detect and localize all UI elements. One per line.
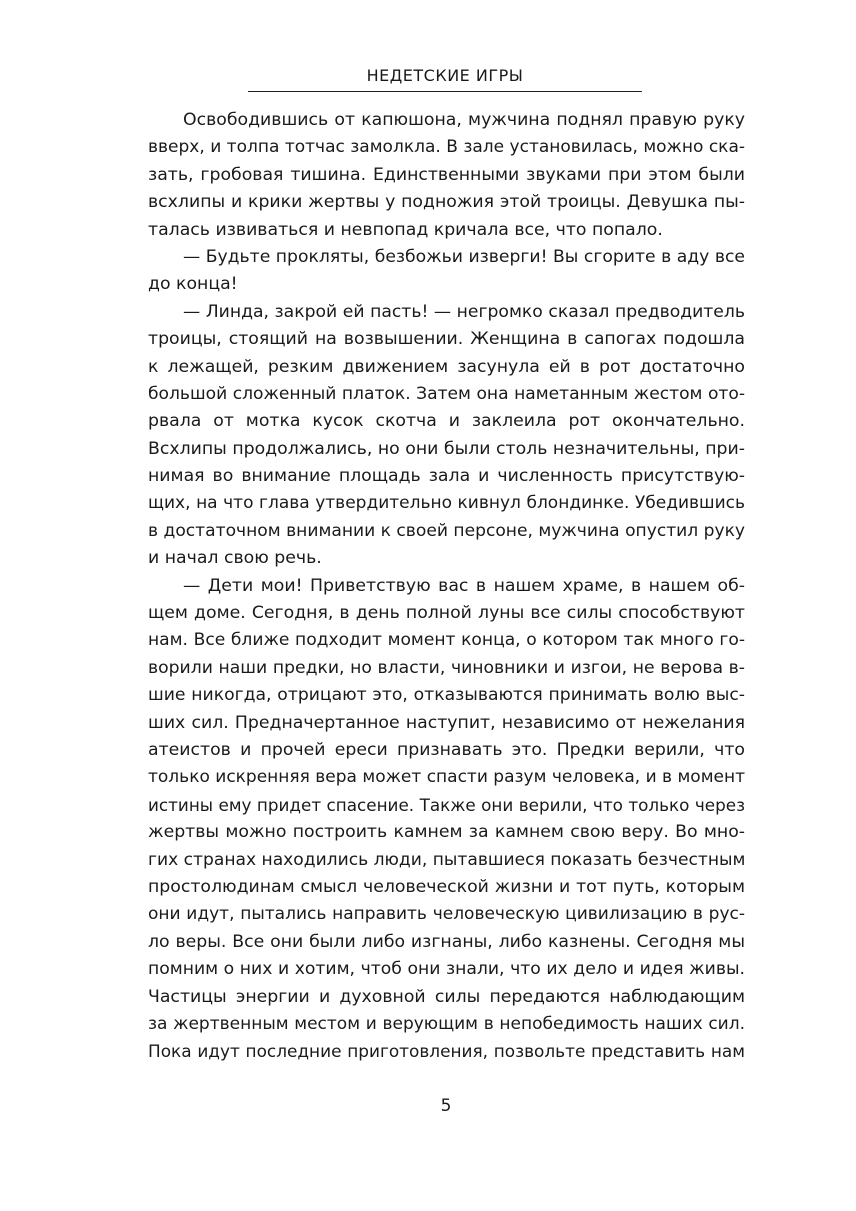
text-line: атеистов и прочей ереси признавать это. Предки верили, что: [148, 739, 745, 760]
text-line: ло веры. Все они были либо изгнаны, либо казнены. Сегодня мы: [148, 931, 745, 952]
text-line: за жертвенным местом и верующим в непобедимость наших сил.: [148, 1013, 745, 1034]
text-line: всхлипы и крики жертвы у подножия этой троицы. Девушка пы-: [148, 192, 745, 213]
text-line: ших сил. Предначертанное наступит, независимо от нежелания: [148, 712, 745, 733]
body-text: [148, 107, 745, 1066]
text-line: ворили наши предки, но власти, чиновники и изгои, не верова в-: [148, 657, 745, 678]
text-line: рвала от мотка кусок скотча и заклеила рот окончательно.: [148, 411, 745, 432]
running-header: НЕДЕТСКИЕ ИГРЫ: [248, 64, 642, 92]
text-line: талась извиваться и невпопад кричала все, что попало.: [148, 219, 663, 240]
text-line: зать, гробовая тишина. Единственными звуками при этом были: [148, 164, 745, 185]
text-line: вверх, и толпа тотчас замолкла. В зале установилась, можно ска-: [148, 137, 745, 158]
text-line: шие никогда, отрицают это, отказываются принимать волю выс-: [148, 685, 745, 706]
text-line: большой сложенный платок. Затем она наметанным жестом ото-: [148, 383, 745, 404]
text-line: Пока идут последние приготовления, позвольте представить нам: [148, 1041, 745, 1062]
text-line: помним о них и хотим, чтоб они знали, что их дело и идея живы.: [148, 959, 745, 980]
text-line: только искренняя вера может спасти разум человека, и в момент: [148, 767, 745, 788]
text-line: к лежащей, резким движением засунула ей в рот достаточно: [148, 356, 745, 377]
text-line: — Линда, закрой ей пасть! — негромко сказал предводитель: [183, 301, 745, 322]
text-line: Всхлипы продолжались, но они были столь незначительны, при-: [148, 438, 745, 459]
text-line: истины ему придет спасение. Также они верили, что только через: [148, 794, 745, 815]
text-line: Освободившись от капюшона, мужчина поднял правую руку: [183, 110, 745, 130]
text-line: до конца!: [148, 274, 238, 295]
text-line: щих, на что глава утвердительно кивнул блондинке. Убедившись: [148, 493, 745, 514]
text-line: они идут, пытались направить человеческую цивилизацию в рус-: [148, 904, 745, 925]
text-line: троицы, стоящий на возвышении. Женщина в сапогах подошла: [148, 329, 745, 350]
text-line: в достаточном внимании к своей персоне, мужчина опустил руку: [148, 520, 746, 541]
text-line: жертвы можно построить камнем за камнем свою веру. Во мно-: [148, 822, 745, 843]
text-line: — Дети мои! Приветствую вас в нашем храме, в нашем об-: [183, 575, 745, 596]
text-line: простолюдинам смысл человеческой жизни и тот путь, которым: [148, 876, 745, 897]
text-line: — Будьте прокляты, безбожьи изверги! Вы сгорите в аду все: [183, 246, 745, 267]
text-line: гих странах находились люди, пытавшиеся показать безчестным: [148, 849, 746, 870]
text-line: и начал свою речь.: [148, 548, 322, 569]
text-line: щем доме. Сегодня, в день полной луны все силы способствуют: [148, 603, 745, 624]
page-number: 5: [440, 1096, 452, 1116]
text-line: Частицы энергии и духовной силы передаются наблюдающим: [148, 986, 745, 1007]
text-line: нам. Все ближе подходит момент конца, о котором так много го-: [148, 630, 745, 651]
text-line: нимая во внимание площадь зала и численность присутствую-: [148, 466, 745, 487]
